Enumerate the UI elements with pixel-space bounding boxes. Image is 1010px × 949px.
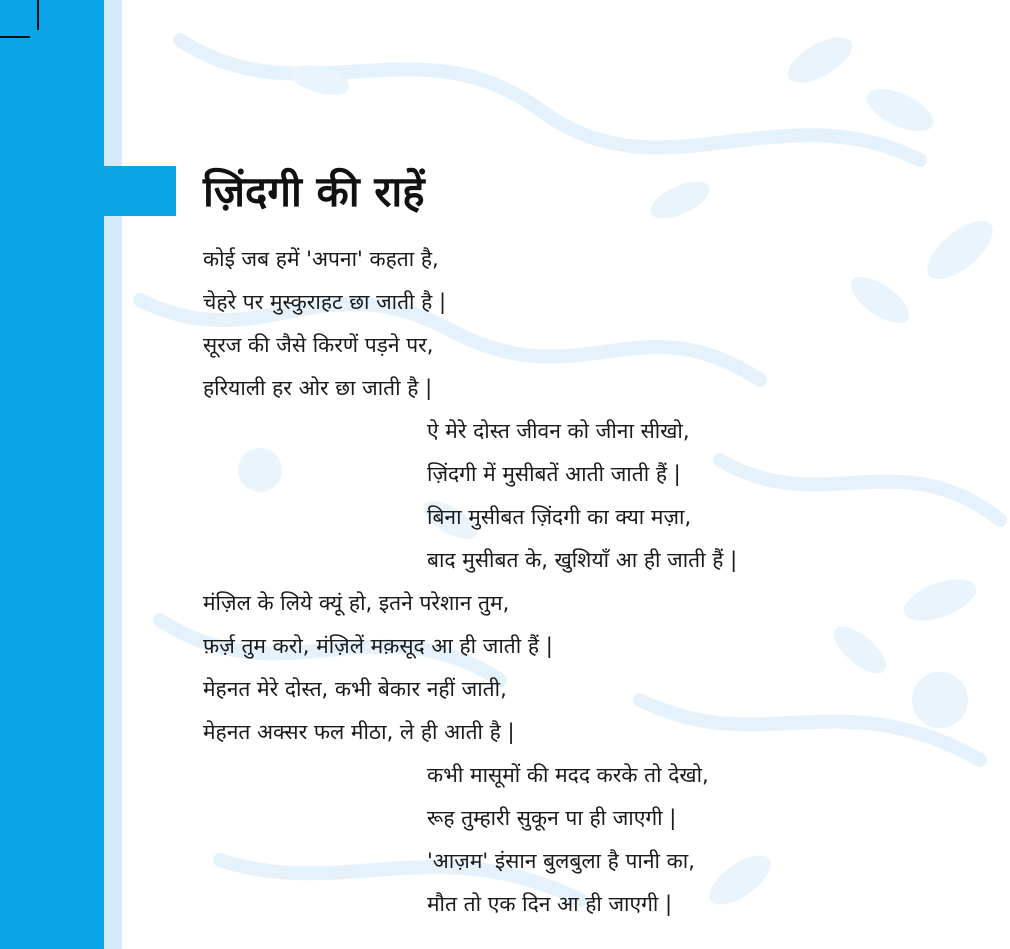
poem-line: फ़र्ज़ तुम करो, मंज़िलें मक़सूद आ ही जाती हैं | — [203, 634, 553, 658]
poem-line: हरियाली हर ओर छा जाती है | — [203, 376, 433, 400]
left-light-stripe — [104, 0, 122, 949]
poem-line: बाद मुसीबत के, खुशियाँ आ ही जाती हैं | — [427, 548, 738, 572]
poem-line: मेहनत मेरे दोस्त, कभी बेकार नहीं जाती, — [203, 677, 507, 701]
poem-line: कभी मासूमों की मदद करके तो देखो, — [427, 763, 709, 787]
poem-line: मौत तो एक दिन आ ही जाएगी | — [427, 892, 673, 916]
poem-line: बिना मुसीबत ज़िंदगी का क्या मज़ा, — [427, 505, 692, 529]
crop-mark-vertical — [37, 0, 39, 30]
poem-line: सूरज की जैसे किरणें पड़ने पर, — [203, 333, 434, 357]
poem-line: ऐ मेरे दोस्त जीवन को जीना सीखो, — [427, 419, 690, 443]
crop-mark-horizontal — [0, 36, 30, 38]
poem-line: चेहरे पर मुस्कुराहट छा जाती है | — [203, 290, 447, 314]
poem-title: ज़िंदगी की राहें — [203, 167, 425, 216]
poem-line: कोई जब हमें 'अपना' कहता है, — [203, 247, 439, 271]
poem-line: रूह तुम्हारी सुकून पा ही जाएगी | — [427, 806, 677, 830]
poem-line: 'आज़म' इंसान बुलबुला है पानी का, — [427, 849, 695, 873]
poem-line: मंज़िल के लिये क्यूं हो, इतने परेशान तुम, — [203, 591, 510, 615]
left-accent-bar — [0, 0, 104, 949]
poem-line: मेहनत अक्सर फल मीठा, ले ही आती है | — [203, 720, 515, 744]
poem-line: ज़िंदगी में मुसीबतें आती जाती हैं | — [427, 462, 681, 486]
title-accent-tab — [104, 166, 176, 216]
